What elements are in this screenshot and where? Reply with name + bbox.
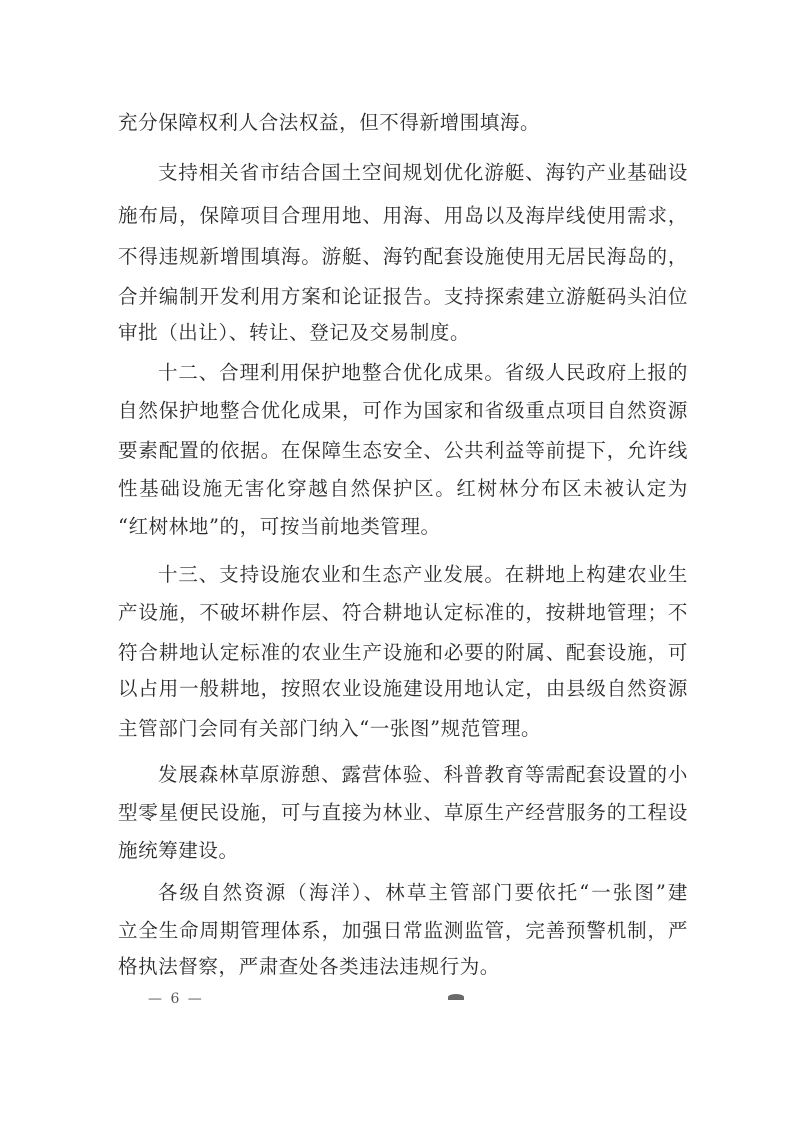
paragraph-line: 支持相关省市结合国土空间规划优化游艇、海钓产业基础设: [158, 161, 688, 184]
paragraph-line: 以占用一般耕地，按照农业设施建设用地认定，由县级自然资源: [118, 677, 688, 700]
paragraph-line: 立全生命周期管理体系，加强日常监测监管，完善预警机制，严: [118, 919, 688, 942]
paragraph-line: 施布局，保障项目合理用地、用海、用岛以及海岸线使用需求，: [118, 204, 688, 227]
paragraph-line: 各级自然资源（海洋）、林草主管部门要依托“一张图”建: [158, 881, 688, 904]
paragraph-line: 主管部门会同有关部门纳入“一张图”规范管理。: [118, 717, 542, 740]
paragraph-line: “红树林地”的，可按当前地类管理。: [118, 515, 441, 538]
paragraph-line: 合并编制开发利用方案和论证报告。支持探索建立游艇码头泊位: [118, 285, 688, 308]
paragraph-line: 型零星便民设施，可与直接为林业、草原生产经营服务的工程设: [118, 801, 688, 824]
paragraph-line: 审批（出让）、转让、登记及交易制度。: [118, 321, 471, 344]
paragraph-line: 要素配置的依据。在保障生态安全、公共利益等前提下，允许线: [118, 439, 688, 462]
paragraph-line: 十二、合理利用保护地整合优化成果。省级人民政府上报的: [158, 361, 688, 384]
paragraph-line: 产设施，不破坏耕作层、符合耕地认定标准的，按耕地管理；不: [118, 601, 688, 624]
paragraph-line: 格执法督察，严肃查处各类违法违规行为。: [118, 955, 500, 978]
scan-mark: [448, 994, 464, 1000]
paragraph-line: 发展森林草原游憩、露营体验、科普教育等需配套设置的小: [158, 763, 688, 786]
paragraph-line: 施统筹建设。: [118, 839, 239, 862]
paragraph-line: 十三、支持设施农业和生态产业发展。在耕地上构建农业生: [158, 563, 688, 586]
paragraph-line: 充分保障权利人合法权益，但不得新增围填海。: [118, 111, 541, 134]
page-number: — 6 —: [148, 991, 204, 1007]
paragraph-line: 自然保护地整合优化成果，可作为国家和省级重点项目自然资源: [118, 399, 688, 422]
paragraph-line: 不得违规新增围填海。游艇、海钓配套设施使用无居民海岛的，: [118, 245, 688, 268]
paragraph-line: 符合耕地认定标准的农业生产设施和必要的附属、配套设施，可: [118, 641, 688, 664]
paragraph-line: 性基础设施无害化穿越自然保护区。红树林分布区未被认定为: [118, 477, 688, 500]
